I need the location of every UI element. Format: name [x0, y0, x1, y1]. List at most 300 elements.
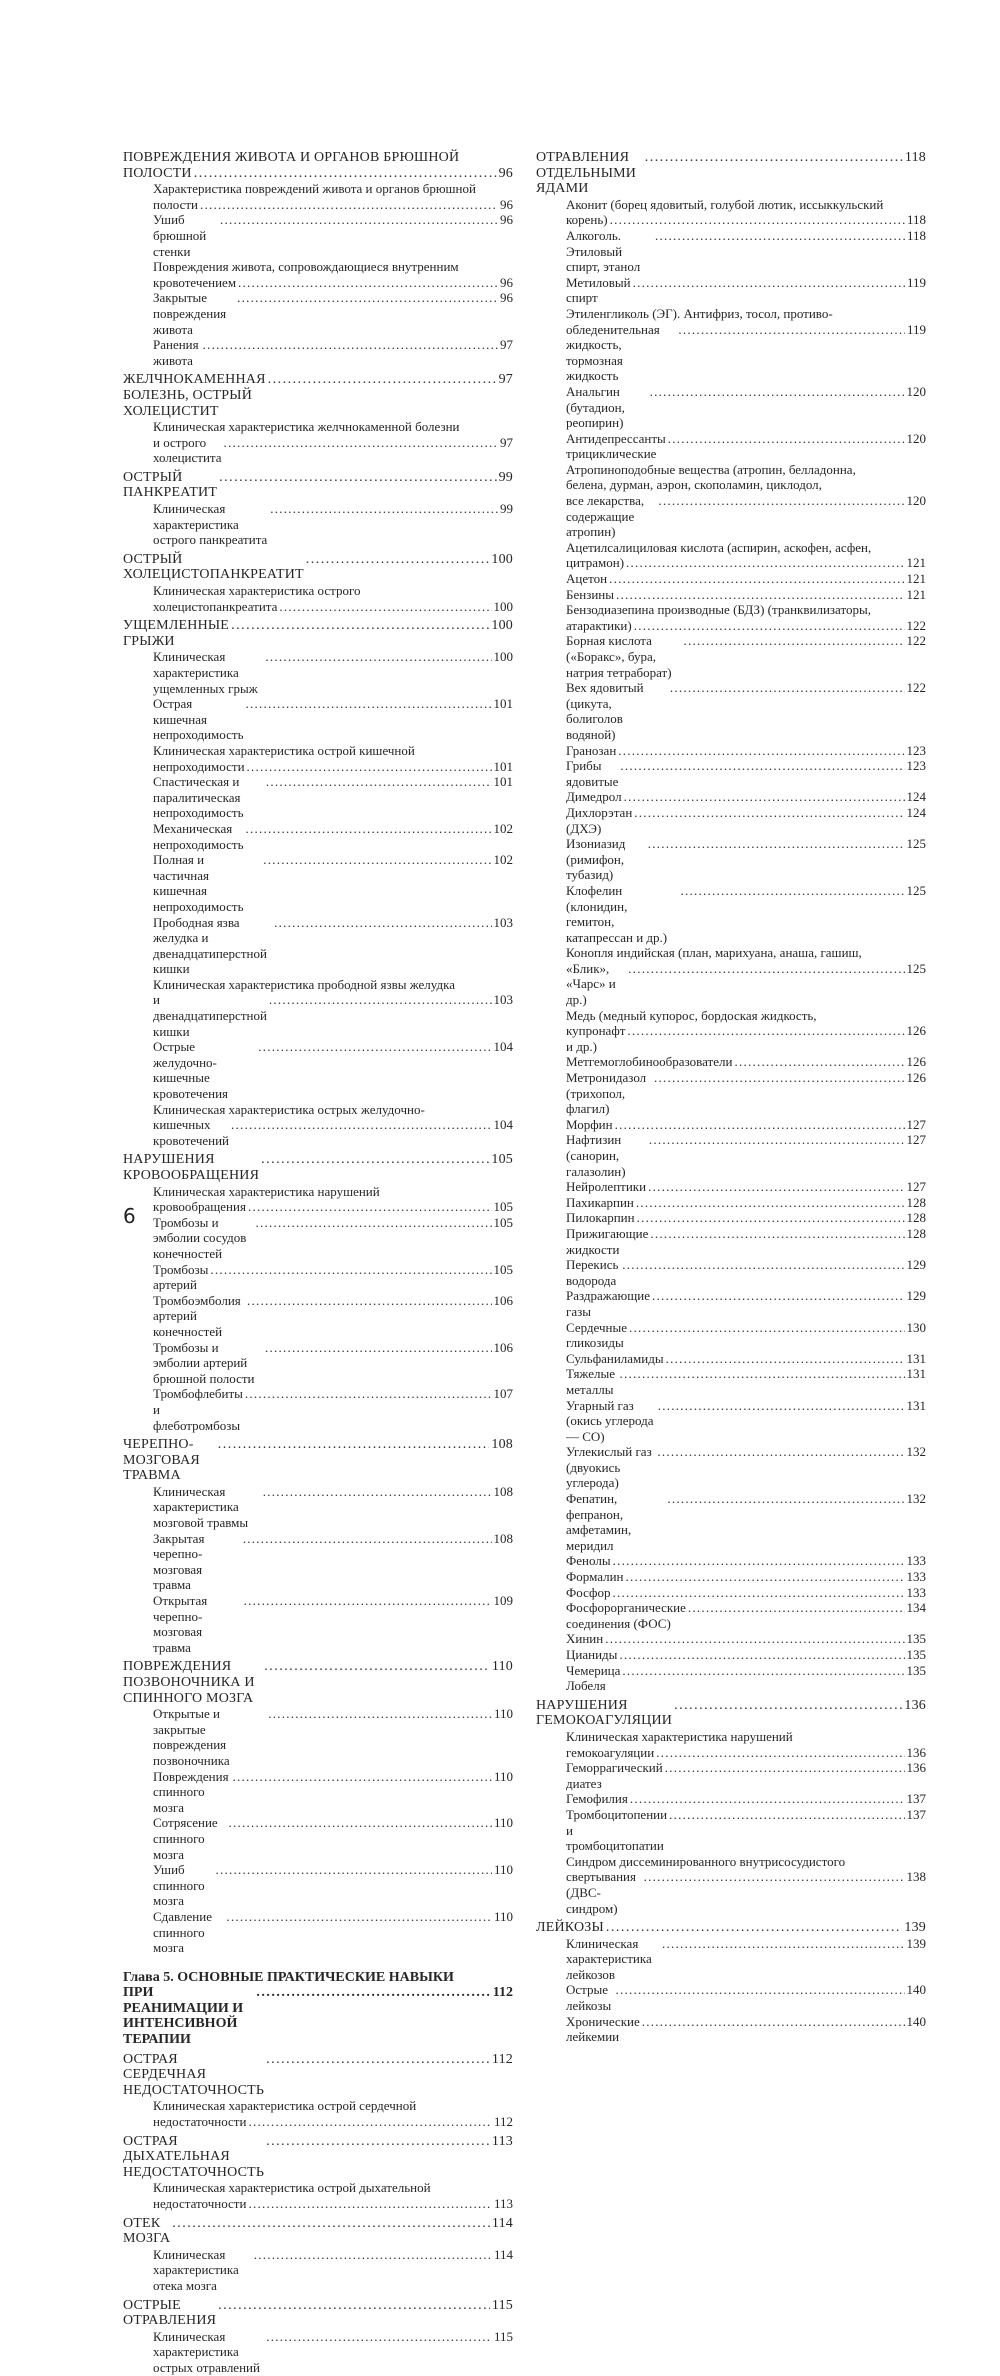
toc-entry-sub [123, 743, 513, 774]
toc-entry-title: Угарный газ (окись углерода — CO) [566, 1397, 654, 1444]
toc-page-number: 122 [906, 680, 926, 696]
toc-entry-title: УЩЕМЛЕННЫЕ ГРЫЖИ [123, 618, 230, 649]
dot-leader [258, 1039, 491, 1055]
toc-page-number: 105 [493, 1199, 513, 1215]
toc-page-number: 123 [906, 742, 926, 758]
toc-page-number: 121 [906, 586, 926, 602]
toc-entry-title: Сердечные гликозиды [566, 1319, 627, 1351]
toc-entry-sub [536, 883, 926, 945]
toc-entry-title: Метронидазол (трихопол, флагил) [566, 1070, 647, 1117]
toc-entry-sub [536, 758, 926, 789]
toc-entry-title: Пахикарпин [566, 1194, 634, 1210]
toc-page-number: 139 [904, 1920, 926, 1936]
dot-leader [668, 431, 905, 447]
toc-page-number: 108 [491, 1437, 513, 1453]
toc-page-number: 129 [906, 1257, 926, 1273]
toc-page-number: 140 [906, 1982, 926, 1998]
toc-entry-title: Фосфорорганические соединения (ФОС) [566, 1600, 686, 1631]
toc-page-number: 100 [493, 649, 513, 665]
toc-entry-title: Хинин [566, 1631, 604, 1647]
dot-leader [229, 1815, 492, 1831]
dot-leader [248, 2196, 492, 2212]
dot-leader [256, 1985, 490, 2001]
toc-entry-sub [536, 1226, 926, 1257]
toc-page-number: 133 [906, 1584, 926, 1600]
toc-page-number: 110 [491, 1659, 513, 1675]
toc-page-number: 120 [906, 493, 926, 509]
dot-leader [255, 1215, 491, 1231]
toc-entry-title: Бензодиазепина производные (БДЗ) (транквилизаторы, [566, 602, 871, 618]
toc-entry-title: Фепатин, фепранон, амфетамин, меридил [566, 1491, 632, 1553]
dot-leader [650, 1226, 904, 1242]
dot-leader [270, 501, 498, 517]
toc-entry-title: Нейролептики [566, 1179, 647, 1195]
toc-page-number: 100 [493, 598, 513, 614]
dot-leader [654, 1070, 904, 1086]
toc-entry-title: Тромбозы и эмболии сосудов конечностей [153, 1214, 247, 1261]
toc-page-number: 114 [493, 2246, 513, 2262]
toc-entry-title: Аконит (борец ядовитый, голубой лютик, иссыккульский [566, 196, 884, 212]
dot-leader [642, 2014, 905, 2030]
toc-page-number: 101 [493, 696, 513, 712]
toc-page-number: 103 [493, 914, 513, 930]
toc-entry-title: холецистопанкреатита [153, 598, 278, 614]
toc-left-column [123, 146, 513, 2376]
toc-page-number: 118 [904, 150, 926, 165]
dot-leader [247, 759, 492, 775]
toc-entry-title: ОТЕК МОЗГА [123, 2215, 171, 2247]
toc-entry-title: Спастическая и паралитическая непроходимость [153, 774, 244, 821]
dot-leader [248, 2114, 492, 2130]
toc-entry-sub [536, 1600, 926, 1631]
dot-leader [644, 1869, 905, 1885]
toc-entry-title: Анальгин (бутадион, реопирин) [566, 383, 625, 431]
toc-entry-title: Тромбозы и эмболии артерий брюшной полости [153, 1339, 255, 1386]
toc-entry-section [123, 470, 513, 501]
toc-entry-section [123, 2216, 513, 2247]
dot-leader [226, 1909, 492, 1925]
toc-entry-title: и острого холецистита [153, 434, 222, 466]
toc-page-number: 112 [492, 1985, 513, 2001]
toc-entry-title: Глава 5. ОСНОВНЫЕ ПРАКТИЧЕСКИЕ НАВЫКИ [123, 1969, 454, 1985]
toc-entry-title: Ацетилсалициловая кислота (аспирин, аскофен, асфен, [566, 539, 872, 555]
toc-entry-title: Ушиб спинного мозга [153, 1862, 205, 1909]
toc-page-number: 109 [493, 1593, 513, 1609]
toc-entry-title: ЧЕРЕПНО-МОЗГОВАЯ ТРАВМА [123, 1437, 200, 1484]
toc-entry-sub [536, 1569, 926, 1585]
dot-leader [245, 821, 491, 837]
toc-entry-title: Клиническая характеристика прободной язвы желудка [153, 976, 455, 992]
toc-page-number: 119 [906, 321, 926, 337]
toc-entry-sub [536, 228, 926, 275]
toc-entry-sub [536, 743, 926, 759]
toc-entry-title: Клиническая характеристика желчнокаменной болезни [153, 419, 460, 435]
toc-entry-title: Димедрол [566, 789, 622, 805]
toc-page-number: 103 [493, 992, 513, 1008]
toc-entry-title: Прободная язва желудка и двенадцатиперстной кишки [153, 914, 267, 977]
dot-leader [649, 1132, 905, 1148]
toc-entry-title: «Блик», «Чарс» и др.) [566, 960, 616, 1008]
toc-entry-sub [536, 1585, 926, 1601]
dot-leader [619, 1647, 904, 1663]
toc-entry-sub [536, 1936, 926, 1983]
toc-entry-title: корень) [566, 212, 608, 228]
toc-entry-title: ПОВРЕЖДЕНИЯ ПОЗВОНОЧНИКА И СПИННОГО МОЗГА [123, 1659, 255, 1706]
toc-page-number: 105 [491, 1152, 513, 1168]
toc-entry-sub [536, 1553, 926, 1569]
toc-entry-title: Открытая черепно-мозговая травма [153, 1593, 208, 1655]
toc-entry-sub [536, 1257, 926, 1288]
toc-entry-title: Алкоголь. Этиловый спирт, этанол [566, 227, 641, 275]
toc-entry-title: Этиленгликоль (ЭГ). Антифриз, тосол, противо- [566, 305, 833, 321]
toc-entry-title: Клиническая характеристика нарушений [566, 1728, 793, 1744]
toc-entry-title: Изониазид (римифон, тубазид) [566, 836, 626, 883]
toc-page-number: 124 [906, 789, 926, 805]
toc-entry-sub [536, 1663, 926, 1694]
toc-entry-sub [123, 1815, 513, 1862]
toc-entry-sub [123, 2329, 513, 2376]
dot-leader [666, 1351, 905, 1367]
dot-leader [634, 805, 904, 821]
toc-entry-sub [536, 1351, 926, 1367]
toc-entry-sub [123, 1340, 513, 1387]
dot-leader [244, 1593, 492, 1609]
toc-page-number: 97 [500, 337, 513, 353]
dot-leader [261, 1152, 489, 1168]
dot-leader [655, 228, 905, 244]
toc-page-number: 101 [493, 774, 513, 790]
toc-page-number: 102 [493, 852, 513, 868]
dot-leader [680, 883, 904, 899]
toc-entry-sub [536, 306, 926, 384]
toc-entry-section [123, 372, 513, 419]
toc-page-number: 127 [906, 1132, 926, 1148]
toc-entry-sub [536, 1854, 926, 1916]
toc-page-number: 110 [493, 1815, 513, 1831]
dot-leader [233, 1769, 492, 1785]
dot-leader [220, 212, 498, 228]
toc-entry-title: Цианиды [566, 1647, 618, 1662]
toc-page-number: 125 [906, 836, 926, 852]
toc-entry-title: Клиническая характеристика мозговой травмы [153, 1483, 249, 1531]
toc-page-number: 105 [493, 1214, 513, 1230]
toc-entry-sub [536, 462, 926, 540]
toc-entry-title: Тромбоцитопении и тромбоцитопатии [566, 1806, 668, 1854]
toc-entry-title: Прижигающие жидкости [566, 1225, 649, 1257]
dot-leader [266, 774, 492, 790]
dot-leader [613, 1553, 905, 1569]
toc-page-number: 136 [904, 1697, 926, 1713]
dot-leader [612, 1585, 904, 1601]
toc-entry-title: кровообращения [153, 1199, 246, 1215]
dot-leader [618, 743, 904, 759]
toc-entry-sub [536, 1210, 926, 1226]
toc-entry-title: и двенадцатиперстной кишки [153, 992, 267, 1039]
toc-entry-sub [123, 259, 513, 290]
toc-entry-title: недостаточности [153, 2114, 247, 2130]
toc-page-number: 137 [906, 1791, 926, 1807]
dot-leader [216, 1862, 492, 1878]
dot-leader [218, 1437, 490, 1453]
toc-entry-sub [123, 1862, 513, 1909]
toc-page-number: 96 [500, 290, 513, 306]
toc-page-number: 106 [493, 1292, 513, 1308]
toc-entry-sub [123, 1769, 513, 1816]
toc-entry-title: ЖЕЛЧНОКАМЕННАЯ БОЛЕЗНЬ, ОСТРЫЙ ХОЛЕЦИСТИТ [123, 372, 266, 419]
toc-page-number: 129 [906, 1288, 926, 1304]
toc-entry-sub [123, 1184, 513, 1215]
dot-leader [629, 1320, 905, 1336]
dot-leader [634, 618, 905, 634]
toc-page-number: 96 [500, 274, 513, 290]
toc-page-number: 104 [493, 1039, 513, 1055]
toc-entry-sub [536, 540, 926, 571]
dot-leader [266, 2134, 490, 2150]
toc-page-number: 130 [906, 1319, 926, 1335]
dot-leader [274, 915, 491, 931]
dot-leader [245, 696, 491, 712]
toc-page-number: 132 [906, 1444, 926, 1460]
toc-entry-title: Клиническая характеристика острых отравлений [153, 2328, 260, 2375]
toc-entry-title: цитрамон) [566, 555, 625, 571]
dot-leader [606, 1920, 903, 1936]
toc-entry-title: Клиническая характеристика острого [153, 583, 361, 599]
toc-entry-title: ПОВРЕЖДЕНИЯ ЖИВОТА И ОРГАНОВ БРЮШНОЙ [123, 150, 460, 165]
toc-page-number: 126 [906, 1054, 926, 1070]
dot-leader [266, 2329, 492, 2345]
toc-entry-title: Хронические лейкемии [566, 2013, 640, 2045]
toc-right-column [536, 146, 926, 2045]
toc-page-number: 112 [491, 2051, 513, 2067]
toc-entry-section [536, 1698, 926, 1729]
toc-page-number: 104 [493, 1117, 513, 1133]
dot-leader [650, 384, 905, 400]
dot-leader [648, 1179, 904, 1195]
toc-page-number: 100 [491, 618, 513, 634]
toc-entry-title: Сульфаниламиды [566, 1350, 664, 1366]
toc-entry-title: Раздражающие газы [566, 1288, 650, 1319]
toc-entry-title: Тромбофлебиты и флеботромбозы [153, 1386, 243, 1433]
toc-entry-title: Закрытые повреждения живота [153, 290, 227, 337]
toc-page-number: 128 [906, 1210, 926, 1226]
dot-leader [624, 789, 905, 805]
dot-leader [264, 1659, 490, 1675]
toc-entry-title: Клиническая характеристика нарушений [153, 1183, 380, 1199]
toc-page-number: 121 [906, 571, 926, 587]
toc-entry-sub [123, 1593, 513, 1655]
toc-entry-title: Фенолы [566, 1553, 611, 1569]
toc-entry-sub [536, 1008, 926, 1055]
toc-entry-sub [123, 501, 513, 548]
toc-entry-title: Острые желудочно-кишечные кровотечения [153, 1039, 229, 1102]
toc-page-number: 113 [493, 2196, 513, 2211]
toc-page-number: 120 [906, 430, 926, 446]
dot-leader [645, 150, 903, 166]
toc-page-number: 125 [906, 960, 926, 976]
toc-entry-section [123, 1659, 513, 1706]
toc-entry-sub [123, 649, 513, 696]
dot-leader [243, 1531, 492, 1547]
toc-page-number: 110 [493, 1706, 513, 1722]
toc-entry-title: ОСТРАЯ ДЫХАТЕЛЬНАЯ НЕДОСТАТОЧНОСТЬ [123, 2133, 265, 2180]
toc-page-number: 138 [906, 1869, 926, 1885]
toc-page-number: 101 [493, 758, 513, 774]
toc-entry-title: Дихлорэтан (ДХЭ) [566, 804, 633, 836]
toc-entry-sub [536, 197, 926, 228]
dot-leader [616, 587, 905, 603]
toc-entry-sub [536, 680, 926, 742]
toc-entry-sub [123, 977, 513, 1039]
toc-entry-section [123, 618, 513, 649]
dot-leader [648, 836, 905, 852]
dot-leader [224, 435, 498, 451]
toc-entry-title: Тромбоэмболия артерий конечностей [153, 1292, 241, 1339]
toc-entry-title: купронафт и др.) [566, 1023, 626, 1054]
dot-leader [609, 571, 904, 587]
toc-entry-title: Механическая непроходимость [153, 820, 244, 852]
toc-entry-title: Клиническая характеристика ущемленных грыж [153, 649, 258, 696]
toc-page-number: 121 [906, 555, 926, 571]
toc-entry-title: все лекарства, содержащие атропин) [566, 493, 645, 540]
toc-entry-title: Морфин [566, 1116, 613, 1132]
toc-entry-sub [536, 571, 926, 587]
toc-entry-title: Повреждения спинного мозга [153, 1768, 229, 1815]
toc-entry-section [123, 150, 513, 181]
toc-entry-title: Борная кислота («Боракс», бура, натрия тетраборат) [566, 633, 672, 680]
dot-leader [658, 493, 904, 509]
dot-leader [194, 166, 497, 182]
toc-entry-title: Геморрагический диатез [566, 1760, 663, 1791]
dot-leader [633, 275, 905, 291]
toc-entry-section [123, 2052, 513, 2099]
toc-entry-sub [123, 1909, 513, 1956]
dot-leader [669, 1807, 904, 1823]
dot-leader [231, 1117, 492, 1133]
toc-entry-title: Вех ядовитый (цикута, болиголов водяной) [566, 680, 644, 742]
toc-page-number: 97 [498, 372, 513, 388]
toc-entry-title: свертывания (ДВС-синдром) [566, 1869, 636, 1916]
toc-entry-sub [123, 696, 513, 743]
toc-entry-sub [536, 1647, 926, 1663]
toc-page-number: 107 [493, 1386, 513, 1402]
dot-leader [627, 1023, 904, 1039]
toc-entry-sub [123, 2180, 513, 2211]
toc-page-number: 100 [491, 551, 513, 567]
toc-entry-title: Чемерица Лобеля [566, 1662, 621, 1694]
dot-leader [630, 1791, 905, 1807]
toc-entry-title: Углекислый газ (двуокись углерода) [566, 1444, 652, 1491]
dot-leader [269, 992, 492, 1008]
toc-entry-chapter [123, 1970, 513, 2048]
toc-entry-sub [536, 1631, 926, 1647]
toc-entry-sub [536, 1288, 926, 1319]
toc-entry-title: Характеристика повреждений живота и органов брюшной [153, 181, 476, 197]
toc-entry-sub [536, 1760, 926, 1791]
toc-entry-sub [123, 1215, 513, 1262]
dot-leader [665, 1760, 905, 1776]
toc-page-number: 115 [491, 2297, 513, 2313]
dot-leader [652, 1288, 905, 1304]
toc-entry-sub [123, 852, 513, 914]
toc-entry-title: Антидепрессанты трициклические [566, 430, 666, 462]
toc-entry-title: Пилокарпин [566, 1210, 635, 1226]
toc-entry-title: кровотечением [153, 274, 237, 290]
toc-entry-title: недостаточности [153, 2196, 247, 2211]
dot-leader [670, 680, 905, 696]
toc-page-number: 126 [906, 1023, 926, 1039]
dot-leader [263, 852, 491, 868]
toc-page-number: 137 [906, 1806, 926, 1822]
toc-page-number: 99 [500, 501, 513, 517]
toc-page-number: 119 [906, 274, 926, 290]
toc-entry-title: Медь (медный купорос, бордоская жидкость, [566, 1007, 817, 1023]
dot-leader [247, 1293, 492, 1309]
toc-entry-title: Метиловый спирт [566, 274, 631, 306]
toc-entry-sub [123, 1386, 513, 1433]
toc-page-number: 124 [906, 804, 926, 820]
toc-entry-title: Метгемоглобинообразователи [566, 1054, 733, 1070]
toc-page-number: 114 [491, 2215, 513, 2231]
dot-leader [678, 322, 905, 338]
toc-entry-title: ОСТРЫЕ ОТРАВЛЕНИЯ [123, 2297, 217, 2329]
dot-leader [628, 961, 904, 977]
toc-entry-sub [536, 1070, 926, 1117]
dot-leader [238, 275, 498, 291]
toc-entry-sub [123, 1039, 513, 1101]
toc-page-number: 135 [906, 1662, 926, 1678]
toc-entry-title: ПРИ РЕАНИМАЦИИ И ИНТЕНСИВНОЙ ТЕРАПИИ [123, 1985, 244, 2048]
toc-entry-sub [536, 1729, 926, 1760]
toc-entry-title: Клофелин (клонидин, гемитон, катапрессан и др.) [566, 882, 668, 945]
dot-leader [279, 599, 491, 615]
toc-entry-title: обледенительная жидкость, тормозная жидкость [566, 321, 660, 384]
dot-leader [172, 2216, 490, 2232]
dot-leader [265, 1340, 491, 1356]
dot-leader [657, 1444, 904, 1460]
dot-leader [245, 1386, 492, 1402]
toc-page-number: 131 [906, 1397, 926, 1413]
toc-entry-title: Формалин [566, 1569, 624, 1585]
toc-page-number: 133 [906, 1553, 926, 1569]
dot-leader [615, 1982, 904, 1998]
toc-entry-sub [536, 1491, 926, 1553]
toc-entry-sub [536, 1444, 926, 1491]
toc-page-number: 128 [906, 1225, 926, 1241]
dot-leader [626, 1569, 905, 1585]
toc-entry-sub [536, 945, 926, 1007]
toc-entry-sub [536, 1807, 926, 1854]
dot-leader [219, 470, 497, 486]
toc-page-number: 132 [906, 1491, 926, 1507]
dot-leader [231, 618, 489, 634]
dot-leader [615, 1117, 905, 1133]
toc-page-number: 135 [906, 1631, 926, 1647]
toc-entry-sub [123, 337, 513, 368]
toc-page-number: 122 [906, 633, 926, 649]
toc-entry-sub [536, 384, 926, 431]
toc-entry-title: Конопля индийская (план, марихуана, анаша, гашиш, [566, 945, 862, 961]
toc-page-number: 118 [906, 227, 926, 243]
toc-entry-title: Открытые и закрытые повреждения позвоночника [153, 1706, 230, 1768]
dot-leader [626, 555, 904, 571]
toc-page-number: 133 [906, 1569, 926, 1585]
toc-entry-sub [123, 583, 513, 614]
dot-leader [636, 1195, 905, 1211]
toc-entry-sub [536, 1132, 926, 1179]
toc-entry-sub [123, 1262, 513, 1293]
toc-entry-title: Острая кишечная непроходимость [153, 696, 244, 743]
toc-entry-sub [536, 602, 926, 633]
